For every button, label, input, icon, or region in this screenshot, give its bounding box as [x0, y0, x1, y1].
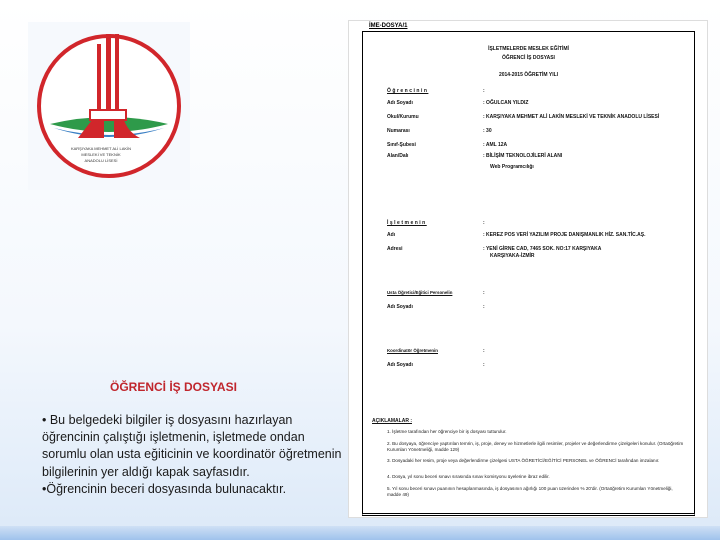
field-label: Sınıf-Şubesi	[387, 142, 416, 148]
bottom-band	[0, 526, 720, 540]
doc-header: İŞLETMELERDE MESLEK EĞİTİMİ	[488, 46, 569, 52]
slide-description	[42, 412, 342, 498]
field-label: Adı Soyadı	[387, 100, 413, 106]
note: 3. Dosyadaki her resim, proje veya değerlendirme çizelgesi USTA ÖĞRETİCİ/EĞİTİCİ PERSONEL ve ÖĞRENCİ tarafından imzalanır.	[387, 458, 660, 463]
school-logo	[28, 22, 190, 190]
bullet: • Bu belgedeki bilgiler iş dosyasını hazırlayan öğrencinin çalıştığı işletmenin, işletmede ondan sorumlu olan usta eğiticinin ve koordinatör öğretmenin bilgilerinin yer aldığı kapak sayfasıdır.	[42, 413, 342, 479]
field-value: : 30	[483, 128, 492, 134]
slide-title: ÖĞRENCİ İŞ DOSYASI	[110, 380, 237, 394]
student-section: Öğrencinin	[387, 88, 429, 94]
field-value: :	[483, 362, 485, 368]
field-value: : OĞULCAN YILDIZ	[483, 100, 529, 106]
field-label: Alan/Dalı	[387, 153, 409, 159]
note: 1. İşletme tarafından her öğrenciye bir iş dosyası tutturulur.	[387, 429, 507, 434]
address-line-2: KARŞIYAKA-İZMİR	[490, 253, 535, 259]
field-label: Okul/Kurumu	[387, 114, 419, 120]
field-value: : KARŞIYAKA MEHMET ALİ LAKİN MESLEKİ VE TEKNİK ANADOLU LİSESİ	[483, 114, 660, 120]
coordinator-section: Koordinatör Öğretmenin	[387, 348, 438, 353]
field-value: : KEREZ POS VERİ YAZILIM PROJE DANIŞMANLIK HİZ. SAN.TİC.AŞ.	[483, 232, 646, 238]
field-value: : AML 12A	[483, 142, 508, 148]
colon: :	[483, 88, 485, 94]
note: 5. Yıl sonu beceri sınavı puanının hesaplanmasında, iş dosyasının ağırlığı 100 puan üzerinden % 20'dir. (Ortaöğretim Kurumları Yönetmeliği, madde 49)	[387, 486, 673, 497]
field-label: Adı Soyadı	[387, 304, 413, 310]
colon: :	[483, 348, 485, 354]
field-label: Numarası	[387, 128, 410, 134]
field-label: Adresi	[387, 246, 403, 252]
notes-title: AÇIKLAMALAR :	[372, 418, 412, 424]
note: 4. Dosya, yıl sonu beceri sınavı sırasında sınav komisyonu üyelerine ibraz edilir.	[387, 474, 550, 479]
colon: :	[483, 220, 485, 226]
field-label: Adı Soyadı	[387, 362, 413, 368]
doc-subheader: ÖĞRENCİ İŞ DOSYASI	[502, 55, 555, 61]
document-code: İME-DOSYA/1	[369, 23, 408, 29]
svg-text:KARŞIYAKA MEHMET ALİ LAKİN: KARŞIYAKA MEHMET ALİ LAKİN	[70, 146, 132, 151]
branch-value: Web Programcılığı	[490, 164, 534, 170]
bullet: •Öğrencinin beceri dosyasında bulunacaktır.	[42, 481, 287, 496]
company-section: İşletmenin	[387, 220, 427, 226]
master-section: Usta Öğretici/Eğitici Personelin	[387, 290, 453, 295]
field-label: Adı	[387, 232, 396, 238]
document-page	[348, 20, 708, 518]
document-frame	[362, 31, 695, 516]
doc-year: 2014-2015 ÖĞRETİM YILI	[498, 72, 559, 78]
svg-text:ANADOLU LİSESİ: ANADOLU LİSESİ	[84, 158, 118, 163]
svg-text:MESLEKİ VE TEKNİK: MESLEKİ VE TEKNİK	[81, 152, 121, 157]
field-value: : YENİ GİRNE CAD, 7465 SOK. NO:17 KARŞIYAKA	[483, 246, 602, 252]
colon: :	[483, 290, 485, 296]
field-value: : BİLİŞİM TEKNOLOJİLERİ ALANI	[483, 153, 563, 159]
note: 2. Bu dosyaya, öğrenciye yaptırılan temrin, iş, proje, deney ve hizmetlerle ilgili resimler, projeler ve değerlendirme çizelgeleri konulur. (Ortaöğretim Kurumları Yönetmeliği, madde 129)	[387, 441, 684, 452]
field-value: :	[483, 304, 485, 310]
